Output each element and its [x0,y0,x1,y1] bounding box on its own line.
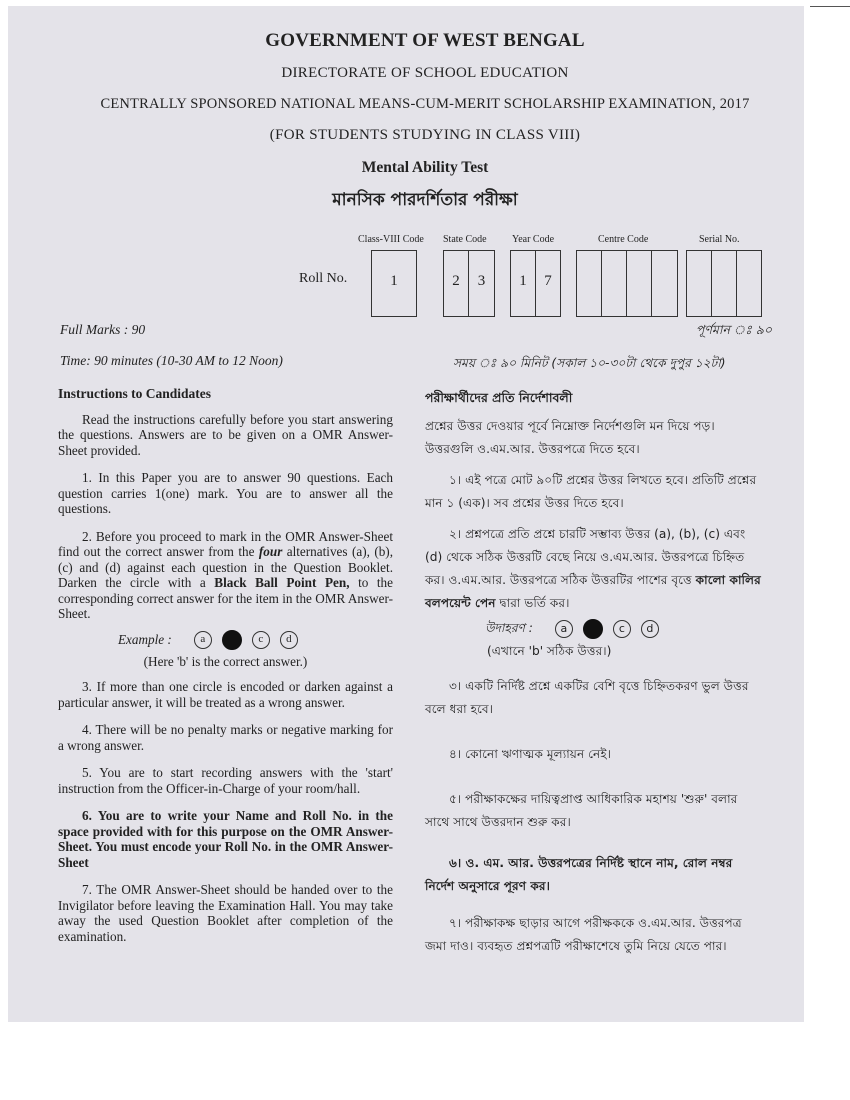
centre-code-digit [602,251,627,316]
instruction-2-bengali [425,523,762,615]
example-row [58,630,393,650]
instructions-title-bengali: পরীক্ষার্থীদের প্রতি নির্দেশাবলী [425,390,573,405]
centre-code-digit [577,251,602,316]
full-marks-bengali: পূর্ণমান ঃ ৯০ [695,322,772,337]
instruction-2-bengali-part-a: ২। প্রশ্নপত্রে প্রতি প্রশ্নে চারটি সম্ভাব্য উত্তর (a), (b), (c) এবং (d) থেকে সঠিক উত্তরটি বেছে নিয়ে ও.এম.আর. উত্তরপত্রে চিহ্নিত কর। ও.এম.আর. উত্তরপত্রে সঠিক উত্তরটির পাশের বৃত্তে [425,527,746,587]
instructions-bengali [425,386,762,958]
serial-no-digit [712,251,737,316]
instruction-6: 6. You are to write your Name and Roll No. in the space provided with for this purpose on the OMR Answer-Sheet. You must encode your Roll No. in the OMR Answer-Sheet [58,808,393,870]
option-b-filled-circle [583,619,603,639]
instruction-3-bengali: ৩। একটি নির্দিষ্ট প্রশ্নে একটির বেশি বৃত্তে চিহ্নিতকরণ ভুল উত্তর বলে ধরা হবে। [425,679,749,716]
option-a-circle: a [194,631,212,649]
example-note-bengali: (এখানে 'b' সঠিক উত্তর।) [487,644,612,658]
centre-code-label: Centre Code [598,234,649,245]
instruction-6-bengali: ৬। ও. এম. আর. উত্তরপত্রের নির্দিষ্ট স্থানে নাম, রোল নম্বর নির্দেশ অনুসারে পূরণ কর। [425,856,733,893]
instruction-2-bengali-part-b: দ্বারা ভর্তি কর। [495,596,570,610]
class-code-box [371,250,417,317]
option-b-filled-circle [222,630,242,650]
serial-no-box [686,250,762,317]
class-code-label: Class-VIII Code [358,234,424,245]
state-code-digit: 3 [477,273,486,289]
instruction-3: 3. If more than one circle is encoded or darken against a particular answer, it will be treated as a wrong answer. [58,679,393,710]
example-note: (Here 'b' is the correct answer.) [143,653,308,669]
instruction-2-bengali-pen: কালো কালির বলপয়েন্ট পেন [425,573,761,610]
instruction-5: 5. You are to start recording answers with the 'start' instruction from the Officer-in-Charge of your room/hall. [58,765,393,796]
year-code-box [510,250,561,317]
state-code-label: State Code [443,234,487,245]
year-code-digit: 1 [511,251,536,316]
instruction-7: 7. The OMR Answer-Sheet should be handed over to the Invigilator before leaving the Examination Hall. You may take away the used Question Booklet after completion of the examination. [58,882,393,944]
option-d-circle: d [641,620,659,638]
instruction-2 [58,529,393,622]
option-d-circle: d [280,631,298,649]
centre-code-digit [652,251,677,316]
instruction-2-pen: Black Ball Point Pen, [214,575,350,590]
instruction-4: 4. There will be no penalty marks or negative marking for a wrong answer. [58,722,393,753]
directorate-heading: DIRECTORATE OF SCHOOL EDUCATION [281,65,569,81]
centre-code-box [576,250,678,317]
exam-time: Time: 90 minutes (10-30 AM to 12 Noon) [60,353,283,368]
instruction-4-bengali: ৪। কোনো ঋণাত্মক মূল্যায়ন নেই। [449,747,612,761]
instruction-2-part-b: alternatives (a), (b), (c) and (d) against each question in the Question Booklet. Darken the circle with a [58,544,393,590]
state-code-box [443,250,495,317]
class-heading: (FOR STUDENTS STUDYING IN CLASS VIII) [269,127,581,143]
serial-no-label: Serial No. [699,234,740,245]
full-marks: Full Marks : 90 [60,322,146,337]
instructions-title: Instructions to Candidates [58,386,212,401]
class-code-digit: 1 [390,273,398,289]
instructions-intro-bengali: প্রশ্নের উত্তর দেওয়ার পূর্বে নিম্নোক্ত নির্দেশগুলি মন দিয়ে পড়। উত্তরগুলি ও.এম.আর. উত্তরপত্রে দিতে হবে। [425,419,715,456]
roll-no-label: Roll No. [299,271,348,286]
instruction-2-part-a: 2. Before you proceed to mark in the OMR Answer-Sheet find out the correct answer from the [58,528,393,559]
serial-no-digit [737,251,761,316]
year-code-label: Year Code [512,234,555,245]
instruction-5-bengali: ৫। পরীক্ষাকক্ষের দায়িত্বপ্রাপ্ত আধিকারিক মহাশয় 'শুরু' বলার সাথে সাথে উত্তরদান শুরু কর। [425,792,738,829]
serial-no-digit [687,251,712,316]
test-name: Mental Ability Test [361,159,489,176]
state-code-digit: 2 [444,251,469,316]
instruction-1-bengali: ১। এই পত্রে মোট ৯০টি প্রশ্নের উত্তর লিখতে হবে। প্রতিটি প্রশ্নের মান ১ (এক)। সব প্রশ্নের উত্তর দিতে হবে। [425,473,757,510]
government-heading: GOVERNMENT OF WEST BENGAL [265,30,585,51]
instructions-english [58,386,393,944]
exam-time-bengali: সময় ঃ ৯০ মিনিট (সকাল ১০-৩০টা থেকে দুপুর ১২টা) [453,356,726,370]
exam-heading: CENTRALLY SPONSORED NATIONAL MEANS-CUM-MERIT SCHOLARSHIP EXAMINATION, 2017 [100,96,750,112]
scan-edge-line [810,6,850,7]
instruction-1: 1. In this Paper you are to answer 90 questions. Each question carries 1(one) mark. You are to answer all the questions. [58,470,393,516]
option-a-circle: a [555,620,573,638]
example-label-bengali: উদাহরণ : [485,621,533,635]
instruction-2-four: four [258,544,283,559]
instructions-intro: Read the instructions carefully before you start answering the questions. Answers are to be given on a OMR Answer-Sheet provided. [58,411,393,458]
centre-code-digit [627,251,652,316]
instruction-7-bengali: ৭। পরীক্ষাকক্ষ ছাড়ার আগে পরীক্ষককে ও.এম.আর. উত্তরপত্র জমা দাও। ব্যবহৃত প্রশ্নপত্রটি পরীক্ষাশেষে তুমি নিয়ে যেতে পার। [425,916,742,953]
example-label: Example : [118,631,172,647]
test-name-bengali: মানসিক পারদর্শিতার পরীক্ষা [332,190,518,210]
year-code-digit: 7 [544,273,552,289]
option-c-circle: c [613,620,631,638]
option-c-circle: c [252,631,270,649]
example-row-bengali [425,617,762,640]
instruction-2-part-c: to the corresponding correct answer for the item in the OMR Answer-Sheet. [58,575,393,621]
